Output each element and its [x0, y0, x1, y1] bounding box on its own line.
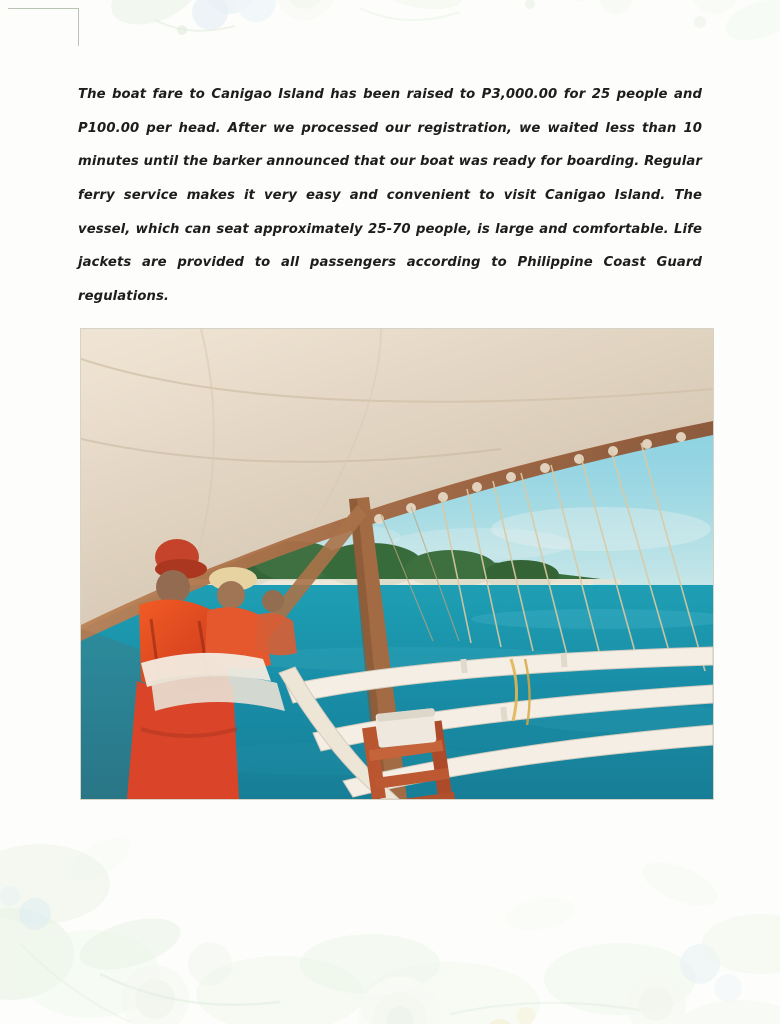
canigao-island-boat-photo — [80, 328, 714, 800]
crop-mark-top-left — [8, 8, 78, 46]
body-paragraph: The boat fare to Canigao Island has been raised to P3,000.00 for 25 people and P100.00 per head. After we processed our registration, we waited less than 10 minutes until the barker announced that our boat was ready for boarding. Regular ferry service makes it very easy and convenient to visit Canigao Island. The vessel, which can seat approximately 25-70 people, is large and comfortable. Life jackets are provided to all passengers according to Philippine Coast Guard regulations. — [78, 87, 702, 304]
floral-bottom-svg — [0, 764, 780, 1024]
boat-photo-illustration — [81, 329, 713, 799]
floral-watercolor-bottom — [0, 764, 780, 1024]
